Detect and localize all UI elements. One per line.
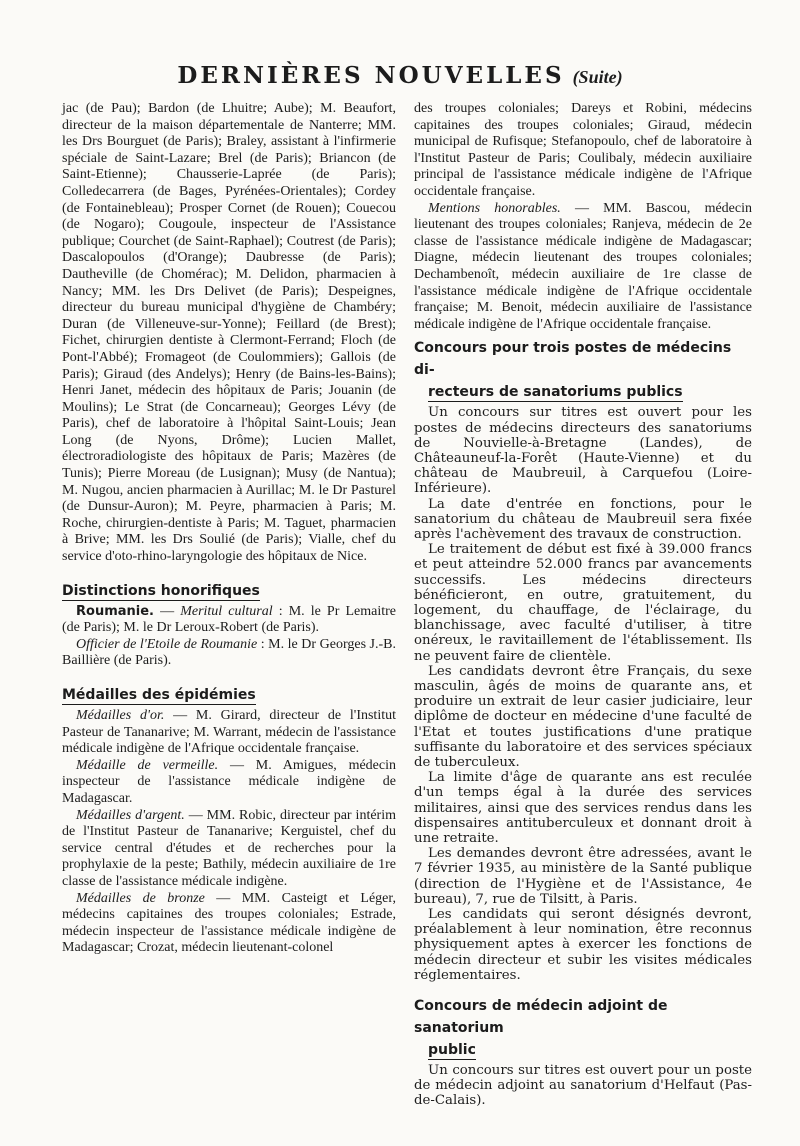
left-column xyxy=(62,101,396,957)
concours-paragraph: La date d'entrée en fonctions, pour le sanatorium du château de Maubreuil sera fixée après l'achèvement des travaux de construction. xyxy=(414,496,752,542)
concours-paragraph: Un concours sur titres est ouvert pour les postes de médecins directeurs des sanatoriums de Nouvielle-à-Bretagne (Landes), de Châteauneuf-la-Forêt (Haute-Vienne) et du château de Maubreuil, à Carquefou (Loire-Inférieure). xyxy=(414,405,752,497)
medailles-continued: des troupes coloniales; Dareys et Robini, médecins capitaines des troupes coloniales; Giraud, médecin municipal de Rufisque; Stefanopoulo, chef de laboratoire à l'Institut Pasteur de Paris; Coulibaly, médecin auxiliaire principal de l'assistance médicale indigène de l'Afrique occidentale française. xyxy=(414,101,752,199)
concours-paragraph: Un concours sur titres est ouvert pour un poste de médecin adjoint au sanatorium d'Helfaut (Pas-de-Calais). xyxy=(414,1063,752,1109)
distinctions-roumanie: Roumanie. — Meritul cultural : M. le Pr Lemaitre (de Paris); M. le Dr Leroux-Robert (de Paris). xyxy=(62,603,397,636)
concours-paragraph: Le traitement de début est fixé à 39.000 francs et peut atteindre 52.000 francs par avancements successifs. Les médecins directeurs bénéficieront, en outre, gratuitement, du logement, du chauffage, de l'éclairage, du blanchissage, avec faculté d'utiliser, à titre onéreux, le ravitaillement de l'établissement. Ils ne peuvent faire de clientèle. xyxy=(414,542,752,664)
medailles-vermeille: Médaille de vermeille. — M. Amigues, médecin inspecteur de l'assistance médicale indigène de Madagascar. xyxy=(62,757,396,806)
distinctions-officier: Officier de l'Etoile de Roumanie : M. le Dr Georges J.-B. Baillière (de Paris). xyxy=(62,636,397,669)
concours-paragraph: Les demandes devront être adressées, avant le 7 février 1935, au ministère de la Santé publique (direction de l'Hygiène et de l'Assistance, 4e bureau), 7, rue de Tilsitt, à Paris. xyxy=(414,846,752,907)
concours-paragraph: La limite d'âge de quarante ans est reculée d'un temps égal à la durée des services militaires, ainsi que des services rendus dans les dispensaires antituberculeux et donnant droit à une retraite. xyxy=(414,770,752,846)
mentions-honorables: Mentions honorables. — MM. Bascou, médecin lieutenant des troupes coloniales; Ranjeva, médecin de 2e classe de l'assistance médicale indigène de Madagascar; Diagne, médecin lieutenant des troupes coloniales; Dechambenoît, médecin auxiliaire de 1re classe de l'assistance médicale indigène de l'Afrique occidentale française; M. Benoit, médecin auxiliaire de l'assistance médicale indigène de l'Afrique occidentale française. xyxy=(414,200,752,332)
medailles-bronze: Médailles de bronze — MM. Casteigt et Léger, médecins capitaines des troupes coloniales; Estrade, médecin inspecteur de l'assistance médicale indigène de Madagascar; Crozat, médecin lieutenant-colonel xyxy=(62,890,396,956)
right-column xyxy=(414,101,752,1109)
concours-paragraph: Les candidats devront être Français, du sexe masculin, âgés de moins de quarante ans, et produire un extrait de leur casier judiciaire, leur diplôme de docteur en médecine d'une faculté de l'Etat et toutes justifications d'une pratique suffisante du laboratoire et des services spéciaux de tuberculeux. xyxy=(414,663,752,770)
page-title-suite: (Suite) xyxy=(572,67,623,87)
concours-paragraph: Les candidats qui seront désignés devront, préalablement à leur nomination, être reconnus physiquement aptes à exercer les fonctions de médecin directeur et subir les visites médicales réglementaires. xyxy=(414,907,752,983)
concours-adjoint-body xyxy=(414,1063,752,1109)
medailles-or: Médailles d'or. — M. Girard, directeur de l'Institut Pasteur de Tananarive; M. Warrant, médecin de l'assistance médicale indigène de l'Afrique occidentale française. xyxy=(62,708,396,757)
section-heading-medailles: Médailles des épidémies xyxy=(62,687,256,703)
section-heading-distinctions: Distinctions honorifiques xyxy=(62,582,260,599)
section-heading-concours-directeurs: Concours pour trois postes de médecins di- recteurs de sanatoriums publics xyxy=(414,340,732,401)
concours-directeurs-body xyxy=(414,405,752,983)
page-header xyxy=(0,62,800,89)
section-heading-concours-adjoint: Concours de médecin adjoint de sanatorium public xyxy=(414,998,668,1059)
nominations-list: jac (de Pau); Bardon (de Lhuitre; Aube); M. Beaufort, directeur de la maison départementale de Nanterre; MM. les Drs Bourguet (de Paris); Braley, assistant à l'infirmerie spéciale de Saint-Lazare; Brel (de Paris); Briancon (de Saint-Etienne); Chausserie-Laprée (de Paris); Colledecarrera (de Bages, Pyrénées-Orientales); Cordey (de Fontainebleau); Prosper Cornet (de Rouen); Couecou (de Nogaro); Cougoule, inspecteur de l'Assistance publique; Courchet (de Saint-Raphael); Coutrest (de Paris); Dascalopoulos (d'Orange); Daubresse (de Paris); Dautheville (de Chomérac); M. Delidon, pharmacien à Nancy; MM. les Drs Delivet (de Paris); Despeignes, directeur du bureau municipal d'hygiène de Chambéry; Duran (de Villeneuve-sur-Yonne); Feillard (de Brest); Fichet, chirurgien dentiste à Clermont-Ferrand; Floch (de Pont-l'Abbé); Fromageot (de Coulommiers); Gallois (de Paris); Giraud (des Andelys); Henry (de Bains-les-Bains); Henri Janet, médecin des hôpitaux de Paris; Jouanin (de Moulins); Le Strat (de Concarneau); Georges Lévy (de Paris), chef de laboratoire à l'hôpital Saint-Louis; Jean Long (de Nyons, Drôme); Lucien Mallet, électroradiologiste des hôpitaux de Paris; Mazères (de Tunis); Pierre Moreau (de Lusignan); Musy (de Nantua); M. Nugou, ancien pharmacien à Aurillac; M. le Dr Pasturel (de Dunsur-Auron); M. Peyre, pharmacien à Paris; M. Roche, chirurgien-dentiste à Paris; M. Taguet, pharmacien à Brive; MM. les Drs Soulié (de Paris); Vialle, chef du service d'oto-rhino-laryngologie des hôpitaux de Nice. xyxy=(62,101,396,565)
page-title: DERNIÈRES NOUVELLES xyxy=(177,62,565,89)
medailles-argent: Médailles d'argent. — MM. Robic, directeur par intérim de l'Institut Pasteur de Tananarive; Kerguistel, chef du service central d'études et de recherches pour la prophylaxie de la peste; Bathily, médecin auxiliaire de 1re classe de l'assistance médicale indigène. xyxy=(62,807,396,889)
